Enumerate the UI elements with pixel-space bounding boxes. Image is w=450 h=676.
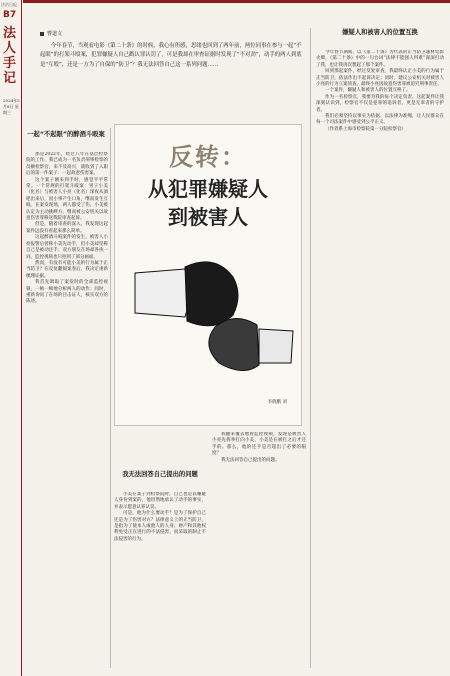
section-body [26, 152, 108, 670]
boxing-gloves-icon [115, 233, 302, 423]
paragraph: 小美在案子到检察院时，自己也是以嫌疑人身份到案的，他坦然地承认了动手的事实，并表示愿意认罪认罚。 [114, 492, 206, 510]
author-line [40, 30, 62, 37]
hero-title-3: 到被害人 [168, 205, 248, 229]
column-name: 法人手记 [3, 26, 17, 86]
section-heading: 嫌疑人和被害人的位置互换 [342, 29, 418, 36]
paragraph: 然而，有没有可能小美的行为属于正当防卫？在反复翻阅案卷后，我决定重新梳理证据。 [26, 260, 108, 279]
paragraph: 我翻来覆去地看监控视频，发现是被害人小亮先挥拳打向小美，小美是在被打之后才还手的。那么，他的还手是否超出了必要的限度？ [212, 432, 306, 457]
lead-paragraph: 今年春节，当观看电影《第二十条》的时候，我心有所感，思绪也回到了两年前，两位同事在参与一起“不起眼”的打架斗殴案，犯罪嫌疑人自己戳认罪认罚了，可是我却在审查证据时发现了“不对劲”，动手的两人到底是“互殴”，还是一方为了自保的“防卫”？我无法回答自己这一系列问题…… [40, 43, 302, 68]
section-body [114, 492, 206, 668]
paragraph: 但是，随着审查的深入，我发现这起案件远没有看起来那么简单。 [26, 222, 108, 234]
author-name: 曹道文 [47, 31, 63, 37]
section-body [212, 432, 306, 668]
page-number: B7 [3, 10, 17, 20]
paragraph: 作为一名检察官，我要为我的每个决定负责。这起案件让我深刻认识到，检察官不仅是犯罪的追诉者，更是无辜者的守护者。 [316, 94, 444, 113]
paragraph: 我们必须坚持以事实为依据、以法律为准绳，让人民群众在每一个司法案件中感受到公平正义。 [316, 114, 444, 126]
paragraph: 那是2022年，经过八年在基层检察院的工作，我已成为一名负责刑事检察的员额检察官，来不及高兴，就收到了入职后的第一件案子：一起故意伤害案。 [26, 152, 108, 177]
section-heading: 我无法回答自己提出的问题 [122, 471, 198, 478]
section-heading: 一起“不起眼”的醉酒斗殴案 [27, 131, 105, 138]
paragraph: 回到那起案件，经过反复审查，我最终认定小美的行为属于正当防卫，依法作出不起诉决定；同时，建议公安机关对被害人小亮的行为立案侦查，最终小亮因故意伤害罪被追究刑事责任。 [316, 69, 444, 88]
paper-name: 法治日报 [1, 2, 17, 7]
author-note: （作者系上海市检察院第一分院检察官） [325, 126, 406, 132]
top-rule [23, 0, 450, 3]
column-divider [110, 128, 111, 668]
paragraph: 我无法回答自己提出的问题。 [221, 457, 280, 463]
hero-title-2: 从犯罪嫌疑人 [148, 177, 268, 201]
column-divider [310, 28, 311, 668]
masthead-sidebar [0, 0, 22, 676]
paragraph: 可是，他为什么要动手？是为了保护自己还是为了伤害对方？法律意义上的正当防卫，是指为了使本人或他人的人身、财产和其他权利免受正在进行的不法侵害，而采取的制止不法侵害的行为。 [114, 511, 206, 542]
date-line: 2024年5月8日 星期三 [3, 98, 20, 115]
paragraph: 我首先调取了案发时的全部监控视频，一帧一帧地分析两人的动作；同时，重新询问了在场的目击证人，核实双方的陈述。 [26, 280, 108, 305]
square-icon [40, 32, 44, 36]
paragraph: 一个案件，嫌疑人和被害人的位置互换了。 [325, 88, 411, 94]
section-body-continued [114, 432, 206, 468]
paragraph: 今年春节期间，以《第二十条》为代表的正当防卫题材电影火爆，《第二十条》中的一句台词“法律不能强人所难”深深打动了我，也让我再次想起了那个案件。 [316, 50, 444, 68]
hero-title-1: 反转： [169, 143, 247, 171]
hero-illustration [114, 124, 302, 426]
paragraph: 这起醉酒斗殴案件的发生，被害人小亮报警后曾称小美先动手，但小美却坚称自己是被动还手；双方朋友在场却各执一词，监控视频也只拍到了部分画面。 [26, 235, 108, 260]
paragraph: 这个案子刚来到手时，感觉平平常常。一个常规的打架斗殴案：男子小美（化名）与被害人小亮（化名）深夜从酒吧出来后，因小事产生口角，继而发生互殴。在案发现场，两人都受了伤，小美被认定为主动挑衅方，继而被公安机关以故意伤害罪移送我院审查起诉。 [26, 177, 108, 222]
illustration-credit: 李晓鹏 刘 [267, 400, 287, 405]
section-body [316, 50, 444, 670]
